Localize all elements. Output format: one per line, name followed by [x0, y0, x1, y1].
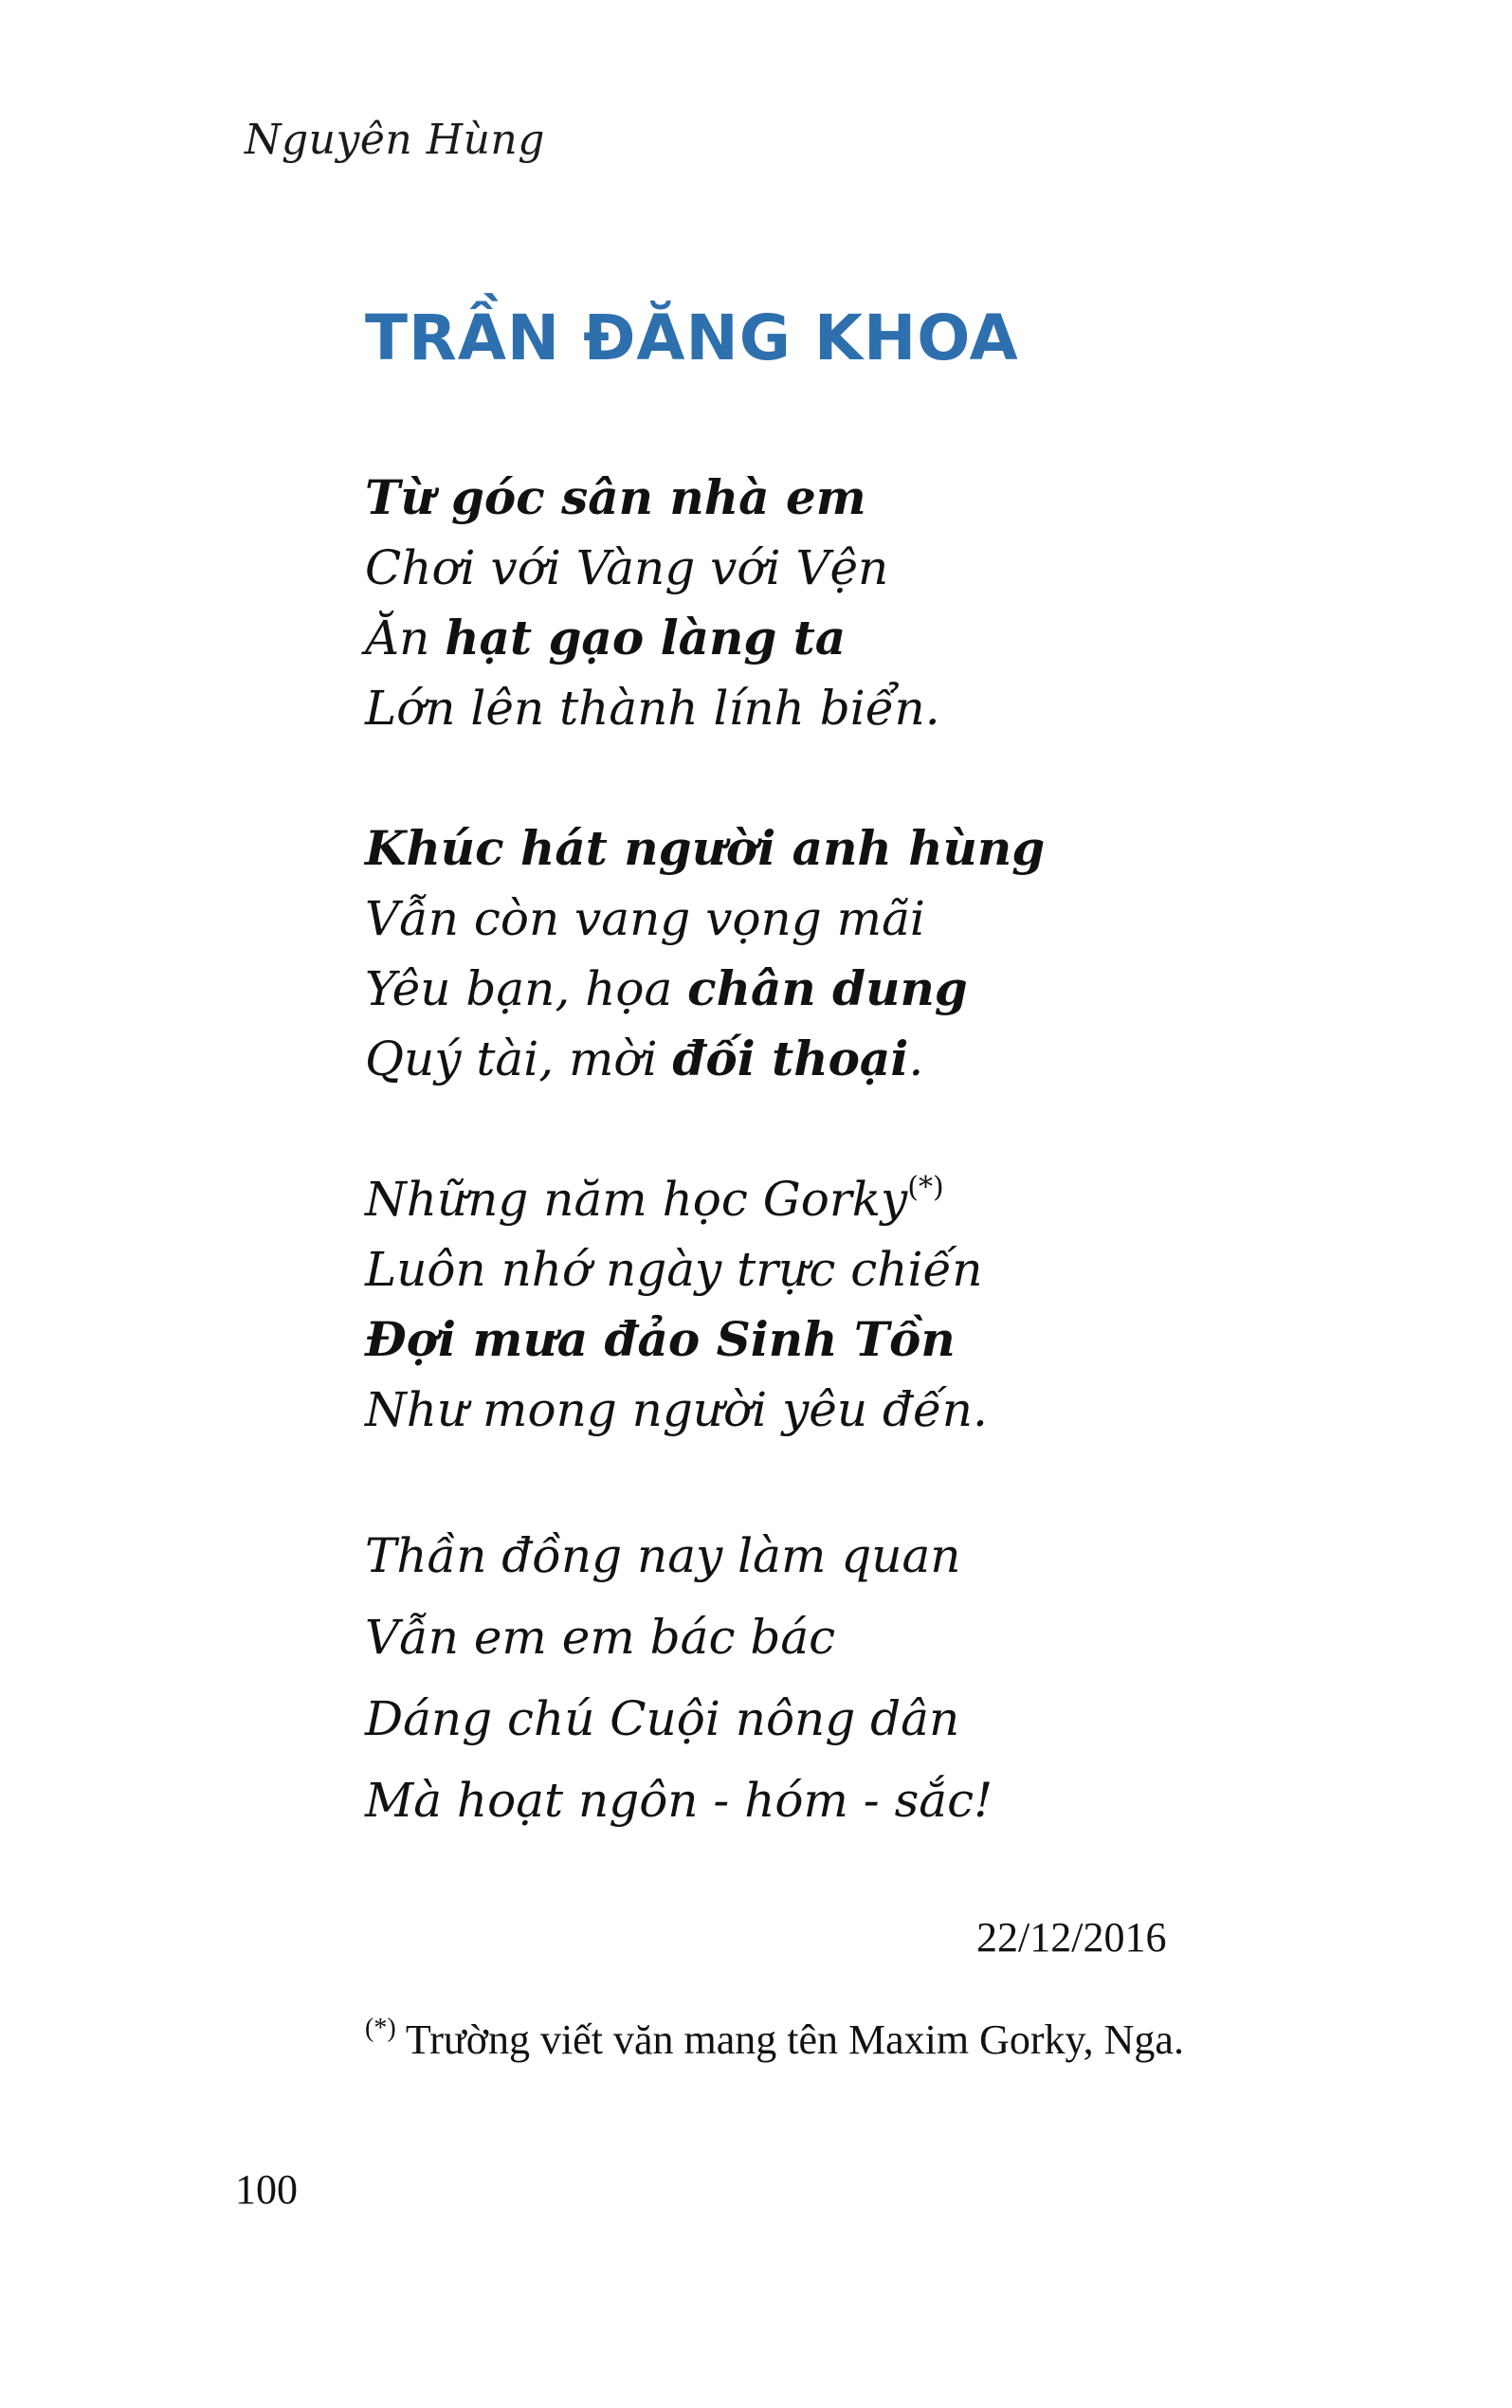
- poem-line-text: Vẫn em em bác bác: [365, 1610, 836, 1665]
- poem-line-text: Như mong người yêu đến.: [365, 1382, 988, 1437]
- page-number: 100: [235, 2166, 298, 2213]
- poem-line: [365, 1304, 1045, 1375]
- poem-line: [365, 1164, 1045, 1234]
- poem-line-text: Khúc hát người anh hùng: [365, 820, 1046, 876]
- running-header-author: Nguyên Hùng: [245, 116, 545, 164]
- poem-line-text: Đợi mưa đảo Sinh Tồn: [365, 1311, 956, 1367]
- poem-line-bold-text: đối thoại: [672, 1031, 909, 1086]
- poem-line: [365, 673, 1045, 743]
- footnote: [365, 2016, 1184, 2064]
- footnote-marker: (*): [365, 2014, 396, 2043]
- poem-line: [365, 813, 1045, 884]
- footnote-text: Trường viết văn mang tên Maxim Gorky, Nga.: [395, 2016, 1184, 2063]
- poem-line-text: .: [908, 1031, 924, 1086]
- poem-line-text: Quý tài, mời: [365, 1031, 673, 1086]
- poem-line: [365, 1375, 1045, 1445]
- poem-line-bold-text: hạt gạo làng ta: [445, 610, 847, 666]
- poem-line-text: Từ góc sân nhà em: [365, 469, 866, 525]
- stanza-3: [365, 1164, 1045, 1445]
- poem-date: 22/12/2016: [976, 1914, 1167, 1961]
- stanza-4: [365, 1515, 1045, 1841]
- poem-line: [365, 954, 1045, 1024]
- poem-line-text: Chơi với Vàng với Vện: [365, 540, 889, 595]
- poem-line: [365, 884, 1045, 954]
- stanza-1: [365, 463, 1045, 743]
- poem-line-text: Luôn nhớ ngày trực chiến: [365, 1242, 983, 1297]
- poem-line-text: Lớn lên thành lính biển.: [365, 681, 940, 736]
- poem-body: [365, 463, 1045, 1911]
- poem-line: [365, 533, 1045, 603]
- poem-line-text: Dáng chú Cuội nông dân: [365, 1691, 960, 1746]
- poem-line-text: Vẫn còn vang vọng mãi: [365, 891, 925, 946]
- poem-line-bold-text: chân dung: [687, 960, 968, 1016]
- poem-line-text: Những năm học Gorky: [365, 1172, 908, 1227]
- poem-line: [365, 1024, 1045, 1094]
- footnote-marker: (*): [907, 1171, 944, 1204]
- poem-line: [365, 603, 1045, 673]
- poem-line-text: Ăn: [365, 611, 446, 666]
- poem-line: [365, 1596, 1045, 1678]
- poem-line-text: Mà hoạt ngôn - hóm - sắc!: [365, 1773, 993, 1828]
- poem-line: [365, 1515, 1045, 1596]
- poem-line: [365, 1678, 1045, 1760]
- stanza-2: [365, 813, 1045, 1094]
- poem-line: [365, 1234, 1045, 1304]
- poem-line: [365, 1760, 1045, 1841]
- poem-line: [365, 463, 1045, 533]
- poem-line-text: Thần đồng nay làm quan: [365, 1528, 961, 1583]
- poem-line-text: Yêu bạn, họa: [365, 961, 688, 1016]
- poem-title: TRẦN ĐĂNG KHOA: [365, 301, 1019, 374]
